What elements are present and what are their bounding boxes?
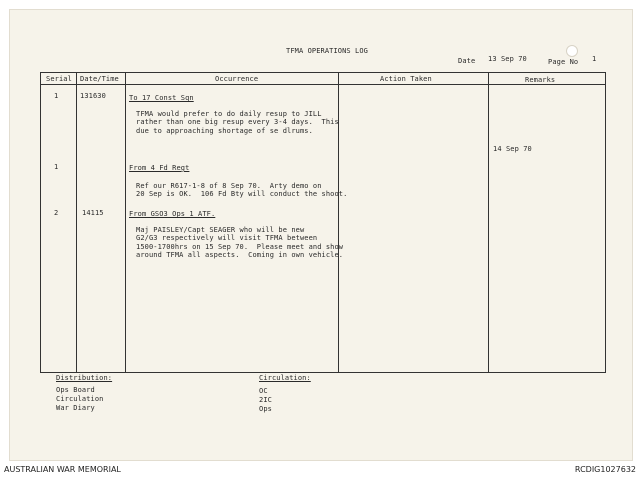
circulation-item: Ops	[259, 405, 272, 413]
col-header-remarks: Remarks	[525, 76, 556, 84]
circulation-item: 2IC	[259, 396, 272, 404]
punch-hole	[566, 45, 578, 57]
col-divider-4	[488, 72, 489, 373]
entry-serial: 2	[54, 209, 59, 217]
distribution-item: War Diary	[56, 404, 95, 412]
col-header-action: Action Taken	[380, 75, 432, 83]
col-header-serial: Serial	[46, 75, 72, 83]
entry-heading: From 4 Fd Regt	[129, 164, 190, 172]
distribution-item: Circulation	[56, 395, 104, 403]
table-right-border	[605, 72, 606, 373]
entry-body: TFMA would prefer to do daily resup to JILL rather than one big resup every 3-4 days. This due to approaching shortage of se dlrums.	[136, 110, 339, 135]
col-header-datetime: Date/Time	[80, 75, 119, 83]
circulation-label: Circulation:	[259, 374, 311, 382]
entry-body: Ref our R617-1-8 of 8 Sep 70. Arty demo on 20 Sep is OK. 106 Fd Bty will conduct the shoot.	[136, 182, 348, 199]
col-divider-1	[76, 72, 77, 373]
page-label: Page No	[548, 58, 579, 66]
col-header-occurrence: Occurrence	[215, 75, 259, 83]
entry-remark: 14 Sep 70	[493, 145, 532, 153]
distribution-label: Distribution:	[56, 374, 113, 382]
record-id: RCDIG1027632	[574, 465, 636, 474]
archive-credit: AUSTRALIAN WAR MEMORIAL	[4, 465, 121, 474]
date-label: Date	[458, 57, 476, 65]
entry-heading: From GSO3 Ops 1 ATF.	[129, 210, 216, 218]
entry-serial: 1	[54, 92, 59, 100]
page-value: 1	[592, 55, 597, 63]
circulation-item: OC	[259, 387, 268, 395]
entry-serial: 1	[54, 163, 59, 171]
entry-datetime: 131630	[80, 92, 106, 100]
entry-body: Maj PAISLEY/Capt SEAGER who will be new G2/G3 respectively will visit TFMA between 1500-1700hrs on 15 Sep 70. Please meet and show around TFMA all aspects. Coming in own vehicle.	[136, 226, 344, 260]
table-left-border	[40, 72, 41, 373]
log-title: TFMA OPERATIONS LOG	[286, 47, 368, 55]
date-value: 13 Sep 70	[488, 55, 527, 63]
distribution-item: Ops Board	[56, 386, 95, 394]
col-divider-2	[125, 72, 126, 373]
entry-datetime: 14115	[82, 209, 104, 217]
entry-heading: To 17 Const Sqn	[129, 94, 194, 102]
